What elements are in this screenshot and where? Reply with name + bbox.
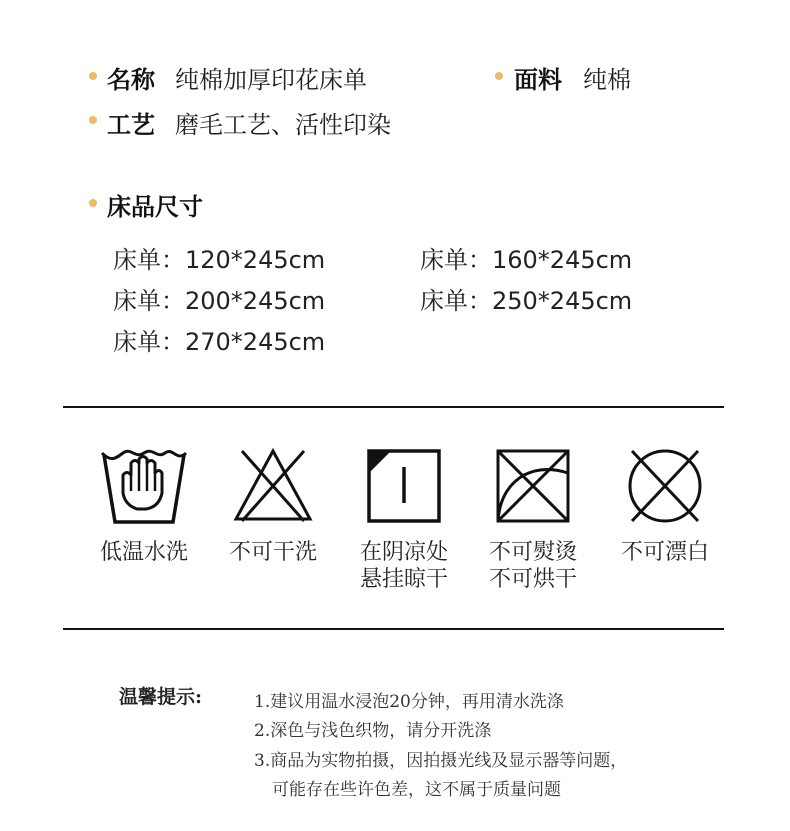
shade-hang-dry-icon [359,445,449,525]
fabric-value: 纯棉 [583,66,631,94]
no-iron-no-tumble-dry-icon [488,445,578,525]
craft-value: 磨毛工艺、活性印染 [175,111,391,139]
care-item-no-dry-clean [208,445,338,566]
size-title: 床品尺寸 [107,193,203,221]
care-item-low-temp-wash [79,445,209,566]
tip-line: 1.建议用温水浸泡20分钟，再用清水洗涤 [254,692,564,712]
care-item-shade-hang-dry [339,445,469,593]
tip-line: 可能存在些许色差，这不属于质量问题 [272,780,561,800]
tips-title: 温馨提示: [119,686,203,708]
name-value: 纯棉加厚印花床单 [175,66,367,94]
size-item: 床单：200*245cm [113,287,326,315]
low-temp-wash-icon [99,445,189,525]
care-item-no-bleach [600,445,730,566]
bullet-dot [89,199,97,207]
fabric-label: 面料 [514,66,562,94]
size-item: 床单：160*245cm [420,246,633,274]
care-label: 不可漂白 [620,540,709,565]
size-item: 床单：250*245cm [420,287,633,315]
bullet-dot [89,72,97,80]
size-item: 床单：120*245cm [113,246,326,274]
craft-label: 工艺 [107,111,155,139]
care-label: 不可熨烫 不可烘干 [488,540,577,592]
care-label: 低温水洗 [99,540,188,565]
bullet-dot [495,72,503,80]
no-dry-clean-icon [228,445,318,525]
bullet-dot [89,116,97,124]
care-item-no-iron-no-tumble [468,445,598,593]
care-label: 不可干洗 [228,540,317,565]
no-bleach-icon [620,445,710,525]
tip-line: 2.深色与浅色织物，请分开洗涤 [254,721,492,741]
size-item: 床单：270*245cm [113,328,326,356]
top-divider [63,406,724,408]
care-label: 在阴凉处 悬挂晾干 [359,540,448,592]
bottom-divider [63,628,724,630]
name-label: 名称 [107,66,155,94]
tip-line: 3.商品为实物拍摄，因拍摄光线及显示器等问题， [254,751,628,771]
